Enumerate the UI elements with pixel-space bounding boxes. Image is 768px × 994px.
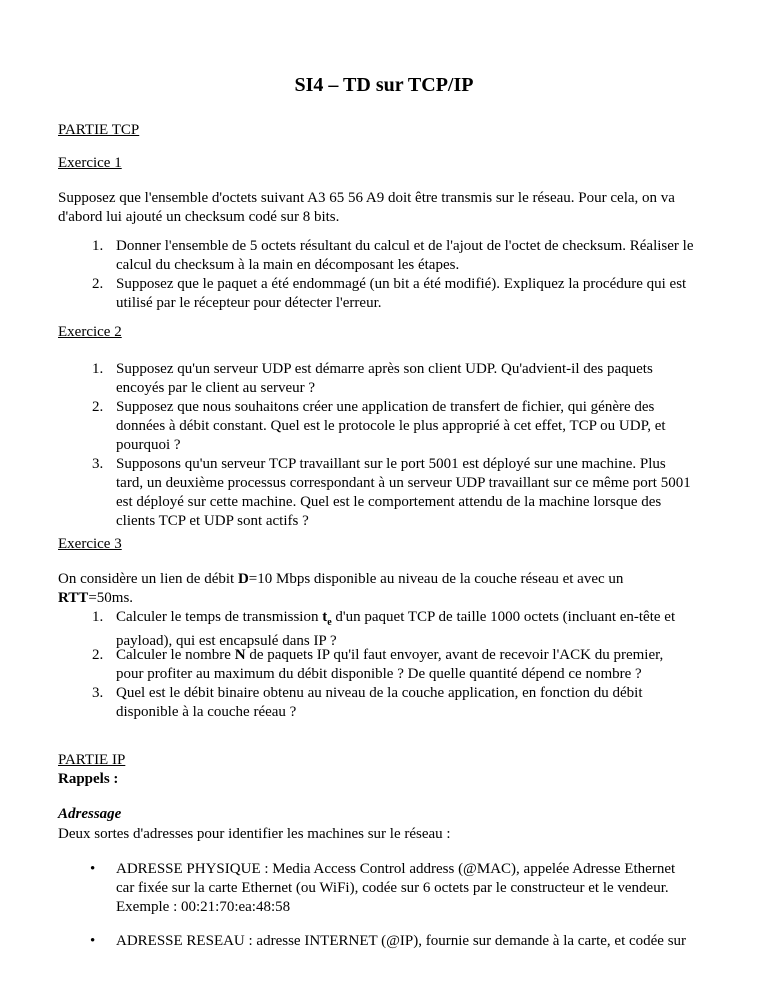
list-item [116, 237, 716, 275]
bullet-item-line: ADRESSE PHYSIQUE : Media Access Control address (@MAC), appelée Adresse Ethernet [116, 861, 676, 877]
exercise-1-heading: Exercice 1 [58, 155, 122, 171]
list-number: 1. [92, 361, 104, 377]
list-item [116, 684, 716, 722]
list-number: 3. [92, 685, 104, 701]
list-item-line: est déployé sur cette machine. Quel est le comportement attendu de la machine lorsque des [116, 494, 662, 510]
list-item [116, 646, 716, 684]
intro-text: =50ms. [88, 590, 134, 606]
item-text: de paquets IP qu'il faut envoyer, avant de recevoir l'ACK du premier, [245, 647, 664, 663]
adressage-intro: Deux sortes d'adresses pour identifier les machines sur le réseau : [58, 826, 451, 842]
list-number: 3. [92, 456, 104, 472]
list-item-line: Quel est le débit binaire obtenu au niveau de la couche application, en fonction du débit [116, 685, 643, 701]
list-item-line [116, 608, 716, 632]
bullet-item-line: car fixée sur la carte Ethernet (ou WiFi), codée sur 6 octets par le constructeur et le vendeur. [116, 880, 669, 896]
list-item [116, 455, 716, 531]
list-item [116, 608, 716, 651]
adressage-heading: Adressage [58, 806, 122, 822]
list-item-line: données à débit constant. Quel est le protocole le plus approprié à cet effet, TCP ou UDP, et [116, 418, 666, 434]
list-item-line: pour profiter au maximum du débit disponible ? De quelle quantité dépend ce nombre ? [116, 666, 642, 682]
section-heading-tcp: PARTIE TCP [58, 122, 140, 138]
list-item [116, 398, 716, 455]
rappels-heading: Rappels : [58, 771, 119, 787]
exercise-1-intro-line: d'abord lui ajouté un checksum codé sur 8 bits. [58, 209, 340, 225]
variable-rtt: RTT [58, 590, 89, 606]
list-item-line: calcul du checksum à la main en décomposant les étapes. [116, 257, 460, 273]
exercise-3-heading: Exercice 3 [58, 536, 122, 552]
bullet-item [116, 860, 716, 917]
item-text: d'un paquet TCP de taille 1000 octets (incluant en-tête et [331, 609, 676, 625]
list-number: 2. [92, 399, 104, 415]
list-item-line: Supposez que le paquet a été endommagé (un bit a été modifié). Expliquez la procédure qui est [116, 276, 687, 292]
list-item-line: Supposons qu'un serveur TCP travaillant sur le port 5001 est déployé sur une machine. Plus [116, 456, 666, 472]
bullet-item-line: ADRESSE RESEAU : adresse INTERNET (@IP), fournie sur demande à la carte, et codée sur [116, 933, 687, 949]
section-heading-ip: PARTIE IP [58, 752, 126, 768]
item-text: Calculer le temps de transmission [116, 609, 323, 625]
variable-subscript: e [327, 617, 332, 628]
bullet-item-line: Exemple : 00:21:70:ea:48:58 [116, 899, 291, 915]
list-item [116, 360, 716, 398]
list-number: 1. [92, 238, 104, 254]
exercise-3-intro-line [58, 589, 133, 608]
bullet-item [116, 932, 716, 951]
exercise-3-intro-line [58, 570, 623, 589]
intro-text: On considère un lien de débit [58, 571, 238, 587]
variable-d: D [237, 571, 249, 587]
list-item-line: Supposez qu'un serveur UDP est démarre après son client UDP. Qu'advient-il des paquets [116, 361, 653, 377]
item-text: Calculer le nombre [116, 647, 235, 663]
list-item-line: clients TCP et UDP sont actifs ? [116, 513, 309, 529]
exercise-2-heading: Exercice 2 [58, 324, 122, 340]
list-item-line: utilisé par le récepteur pour détecter l'erreur. [116, 295, 382, 311]
list-item-line: pourquoi ? [116, 437, 181, 453]
document-title: SI4 – TD sur TCP/IP [294, 74, 474, 96]
list-item-line: payload), qui est encapsulé dans IP ? [116, 633, 337, 649]
list-number: 1. [92, 609, 104, 625]
list-item-line: encoyés par le client au serveur ? [116, 380, 316, 396]
bullet-icon: • [90, 933, 96, 949]
list-item-line: tard, un deuxième processus correspondant à un serveur UDP travaillant sur ce même port 5001 [116, 475, 691, 491]
list-number: 2. [92, 647, 104, 663]
list-item [116, 275, 716, 313]
list-item-line: disponible à la couche réeau ? [116, 704, 297, 720]
list-item-line [116, 646, 716, 665]
intro-text: =10 Mbps disponible au niveau de la couche réseau et avec un [248, 571, 624, 587]
variable-n: N [234, 647, 246, 663]
list-number: 2. [92, 276, 104, 292]
variable-t: t [322, 609, 328, 625]
list-item-line: Donner l'ensemble de 5 octets résultant du calcul et de l'ajout de l'octet de checksum. Réaliser le [116, 238, 694, 254]
bullet-icon: • [90, 861, 96, 877]
list-item-line: Supposez que nous souhaitons créer une application de transfert de fichier, qui génère des [116, 399, 655, 415]
exercise-1-intro-line: Supposez que l'ensemble d'octets suivant A3 65 56 A9 doit être transmis sur le réseau. Pour cela, on va [58, 190, 675, 206]
